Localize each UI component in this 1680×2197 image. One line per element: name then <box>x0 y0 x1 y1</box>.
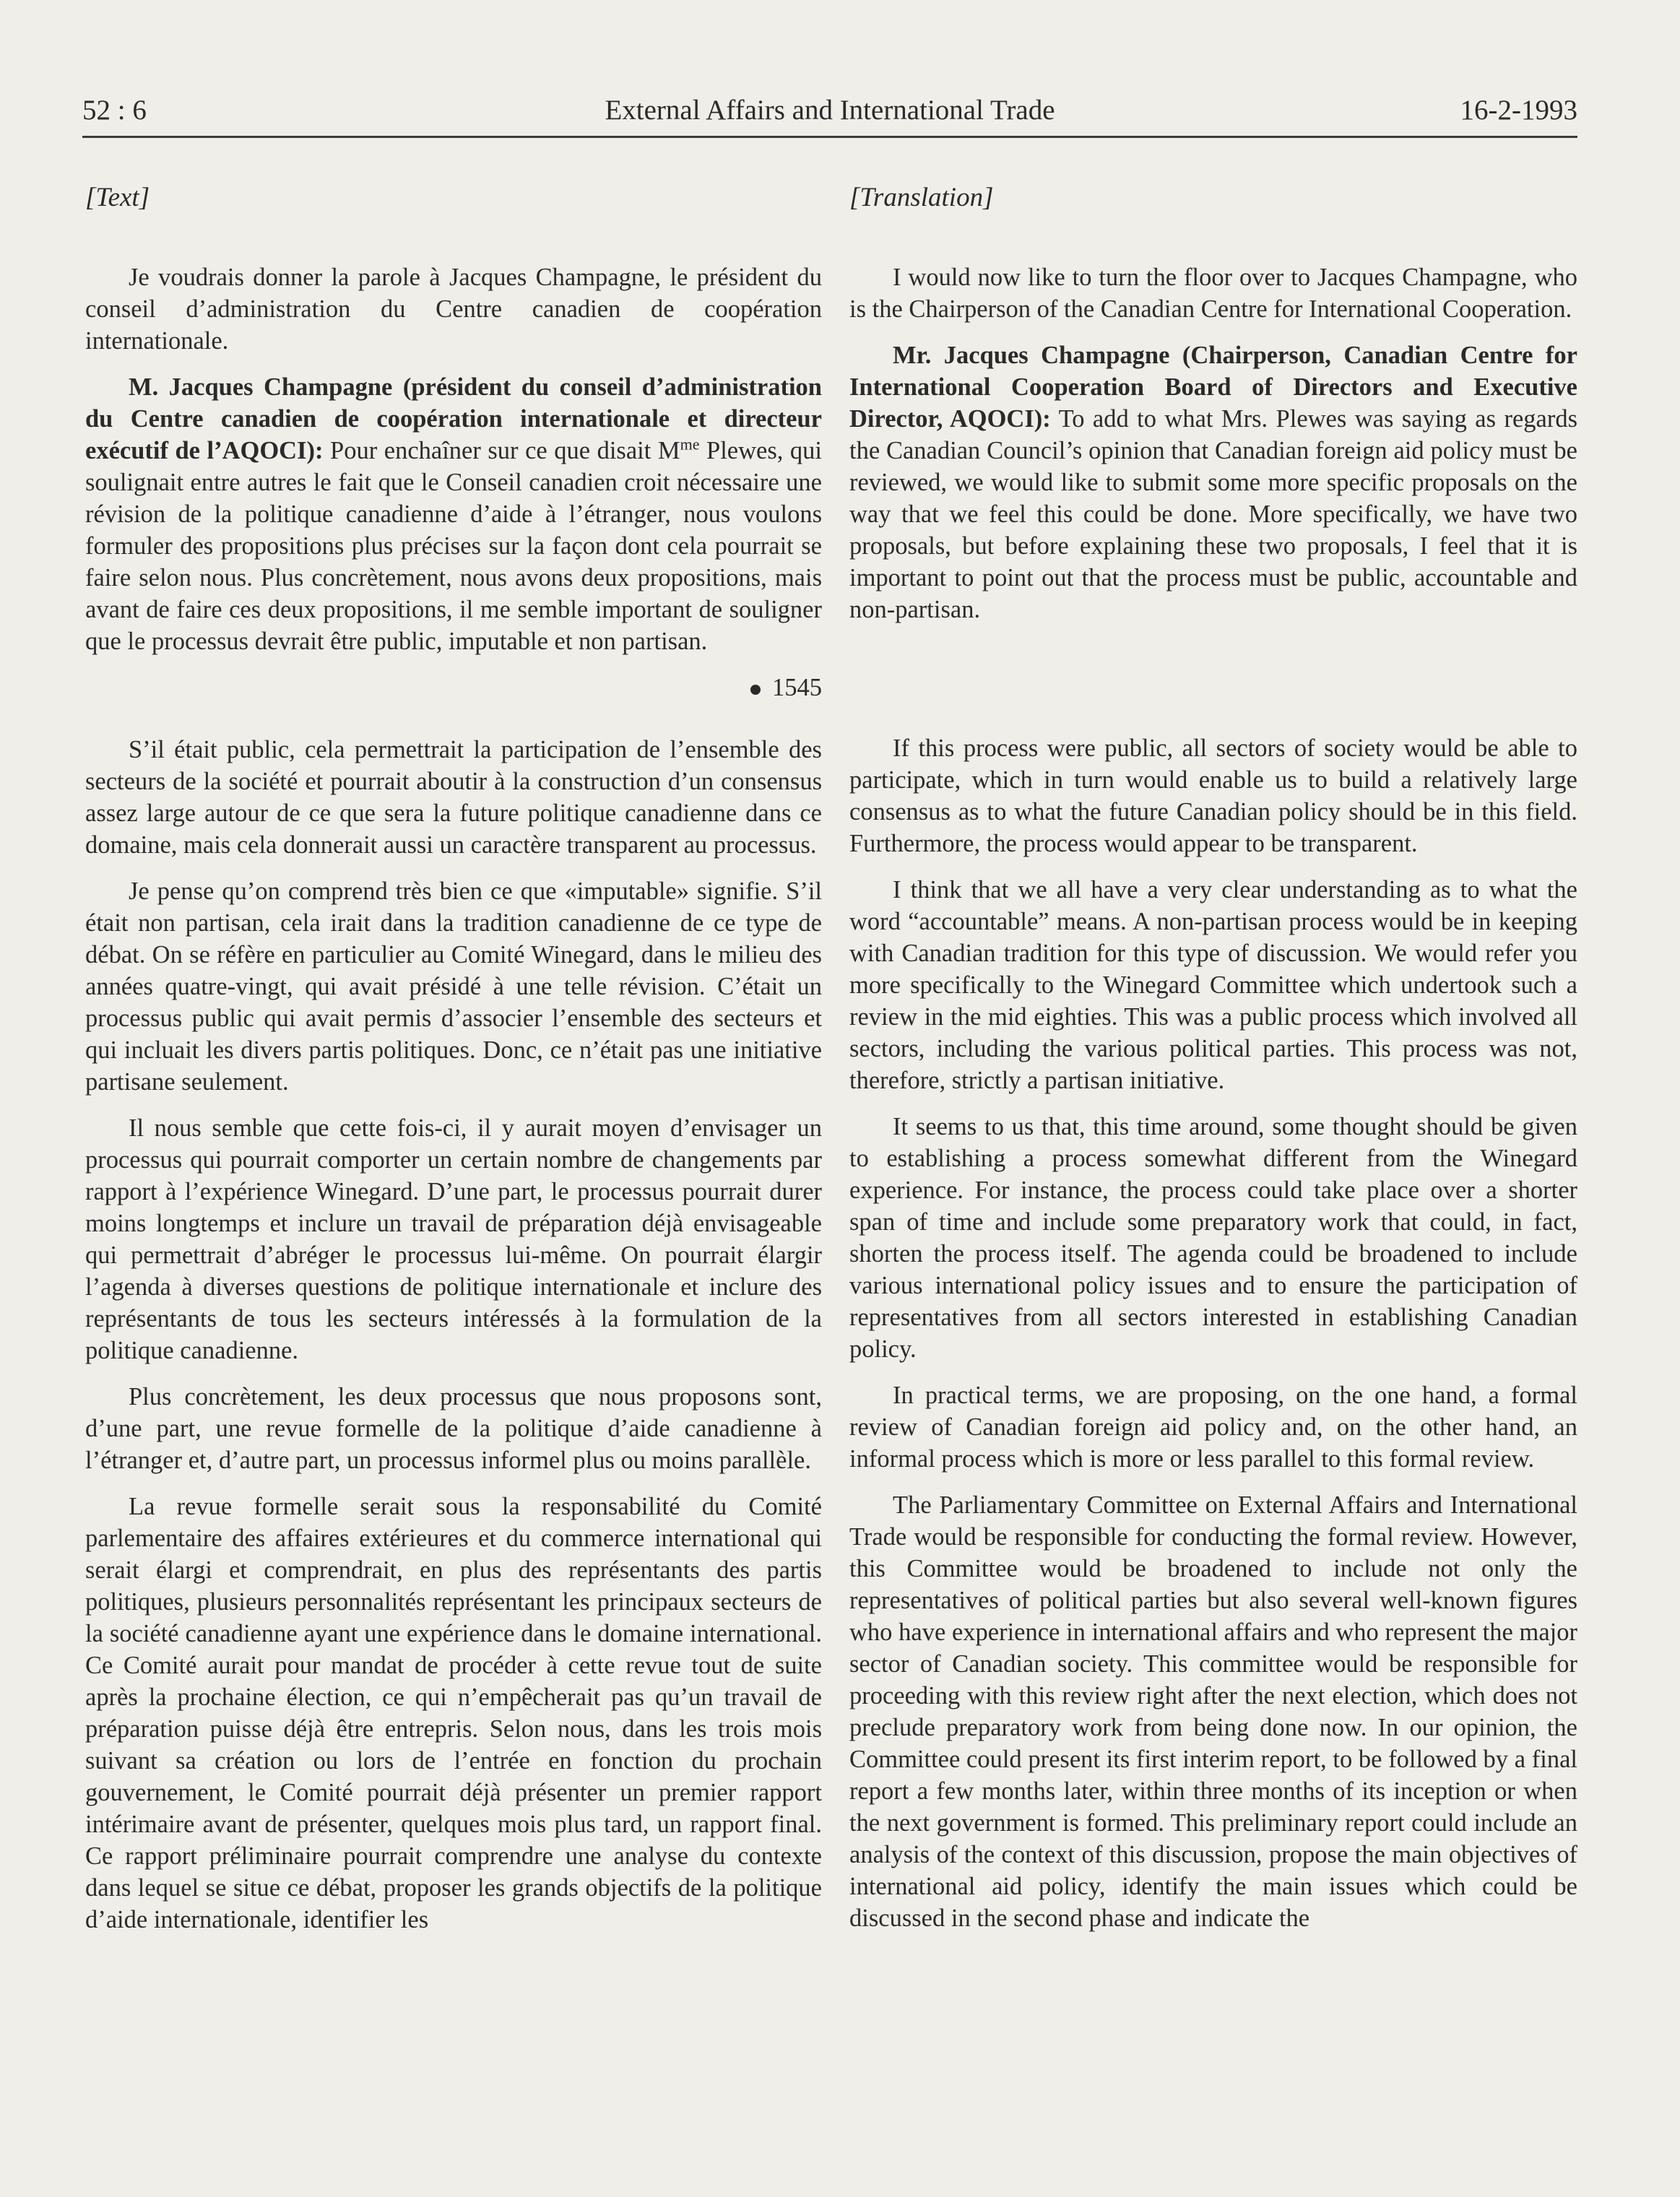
page-header <box>82 91 1577 138</box>
bullet-icon <box>750 685 761 695</box>
speaker-name: M. Jacques Champagne (président du conseil d’administration du Centre canadien de coopération internationale et directeur exécutif de l’AQOCI): <box>85 373 822 464</box>
paragraph: Je voudrais donner la parole à Jacques Champagne, le président du conseil d’administration du Centre canadien de coopération internationale. <box>85 264 822 355</box>
speech-text: To add to what Mrs. Plewes was saying as regards the Canadian Council’s opinion that Canadian foreign aid policy must be reviewed, we would like to submit some more specific proposals on the way that we feel this could be done. More specifically, we have two proposals, but before explaining these two proposals, I feel that it is important to point out that the process must be public, accountable and non-partisan. <box>849 405 1578 623</box>
page-number: 52 : 6 <box>82 95 147 126</box>
paragraph: I think that we all have a very clear understanding as to what the word “accountable” means. A non-partisan process would be in keeping with Canadian tradition for this type of discussion. We would refer you more specifically to the Winegard Committee which undertook such a review in the mid eighties. This was a public process which involved all sectors, including the various political parties. This process was not, therefore, strictly a partisan initiative. <box>849 876 1577 1094</box>
english-column <box>849 181 1577 1949</box>
speech-text: Plewes, qui soulignait entre autres le fait que le Conseil canadien croit nécessaire une révision de la politique canadienne d’aide à l’étranger, nous voulons formuler des propositions plus précises sur la façon dont cela pourrait se faire selon nous. Plus concrètement, nous avons deux propositions, mais avant de faire ces deux propositions, il me semble important de souligner que le processus devrait être public, imputable et non partisan. <box>85 437 823 655</box>
speaker-name: Mr. Jacques Champagne (Chairperson, Canadian Centre for International Cooperation Board of Directors and Executive Director, AQOCI): <box>849 342 1577 433</box>
speech-text: Pour enchaîner sur ce que disait M <box>323 437 680 464</box>
speaker-paragraph <box>85 371 822 657</box>
paragraph: The Parliamentary Committee on External Affairs and International Trade would be responsible for conducting the formal review. However, this Committee would be broadened to include not only the representatives of political parties but also several well-known figures who have experience in international affairs and who represent the major sector of Canadian society. This committee would be responsible for proceeding with this review right after the next election, which does not preclude preparatory work from being done now. In our opinion, the Committee could present its first interim report, to be followed by a final report a few months later, within three months of its inception or when the next government is formed. This preliminary report could include an analysis of the context of this discussion, propose the main objectives of international aid policy, identify the main issues which could be discussed in the second phase and indicate the <box>849 1491 1577 1932</box>
paragraph: In practical terms, we are proposing, on the one hand, a formal review of Canadian foreign aid policy and, on the other hand, an informal process which is more or less parallel to this formal review. <box>849 1382 1577 1473</box>
page-date: 16-2-1993 <box>1460 95 1577 126</box>
paragraph: La revue formelle serait sous la responsabilité du Comité parlementaire des affaires extérieures et du commerce international qui serait élargi et comprendrait, en plus des représentants des partis politiques, plusieurs personnalités représentant les principaux secteurs de la société canadienne ayant une expérience dans le domaine international. Ce Comité aurait pour mandat de procéder à cette revue tout de suite après la prochaine élection, ce qui n’empêcherait pas qu’un travail de préparation puisse déjà être entrepris. Selon nous, dans les trois mois suivant sa création ou lors de l’entrée en fonction du prochain gouvernement, le Comité pourrait déjà présenter un premier rapport intérimaire avant de présenter, quelques mois plus tard, un rapport final. Ce rapport préliminaire pourrait comprendre une analyse du contexte dans lequel se situe ce débat, proposer les grands objectifs de la politique d’aide internationale, identifier les <box>85 1493 822 1933</box>
paragraph: Je pense qu’on comprend très bien ce que «imputable» signifie. S’il était non partisan, cela irait dans la tradition canadienne de ce type de débat. On se réfère en particulier au Comité Winegard, dans le milieu des années quatre-vingt, qui avait présidé à une telle révision. C’était un processus public qui avait permis d’associer l’ensemble des secteurs et qui incluait les divers partis politiques. Donc, ce n’était pas une initiative partisane seulement. <box>85 878 822 1096</box>
paragraph: I would now like to turn the floor over to Jacques Champagne, who is the Chairperson of the Canadian Centre for International Cooperation. <box>849 264 1577 323</box>
paragraph: Il nous semble que cette fois-ci, il y aurait moyen d’envisager un processus qui pourrait comporter un certain nombre de changements par rapport à l’expérience Winegard. D’une part, le processus pourrait durer moins longtemps et inclure un travail de préparation déjà envisageable qui permettrait d’abréger le processus lui-même. On pourrait élargir l’agenda à diverses questions de politique internationale et inclure des représentants de tous les secteurs intéressés à la formulation de la politique canadienne. <box>85 1114 822 1364</box>
french-column <box>85 181 822 1950</box>
time-marker-spacer <box>849 640 1577 732</box>
paragraph: Plus concrètement, les deux processus que nous proposons sont, d’une part, une revue formelle de la politique d’aide canadienne à l’étranger et, d’autre part, un processus informel plus ou moins parallèle. <box>85 1383 822 1474</box>
paragraph: If this process were public, all sectors of society would be able to participate, which in turn would enable us to build a relatively large consensus as to what the future Canadian policy should be in this field. Furthermore, the process would appear to be transparent. <box>849 734 1577 857</box>
translation-label: [Translation] <box>849 183 994 212</box>
paragraph: S’il était public, cela permettrait la participation de l’ensemble des secteurs de la société et pourrait aboutir à la construction d’un consensus assez large autour de ce que sera la future politique canadienne dans ce domaine, mais cela donnerait aussi un caractère transparent au processus. <box>85 736 822 859</box>
speaker-paragraph <box>849 339 1577 625</box>
time-stamp: 1545 <box>772 674 822 701</box>
time-marker <box>85 672 822 703</box>
page-title: External Affairs and International Trade <box>605 95 1055 126</box>
paragraph: It seems to us that, this time around, some thought should be given to establishing a process somewhat different from the Winegard experience. For instance, the process could take place over a shorter span of time and include some preparatory work that could, in fact, shorten the process itself. The agenda could be broadened to include various international policy issues and to ensure the participation of representatives from all sectors interested in establishing Canadian policy. <box>849 1113 1577 1363</box>
superscript: me <box>680 435 700 454</box>
text-label: [Text] <box>85 183 150 212</box>
